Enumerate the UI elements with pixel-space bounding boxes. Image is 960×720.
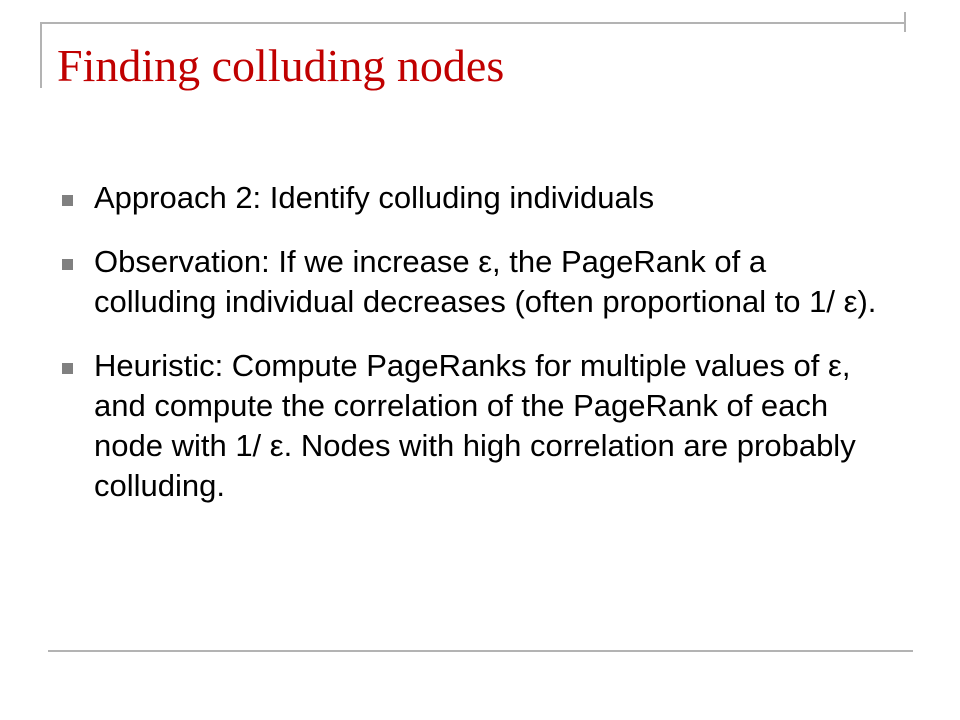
bullet-text: Heuristic: Compute PageRanks for multiple values of ε, and compute the correlation of the PageRank of each node with 1/ ε. Nodes with high correlation are probably colluding. xyxy=(94,348,856,503)
right-tick-mark xyxy=(904,12,906,32)
bullet-item-heuristic xyxy=(60,346,890,506)
square-bullet-icon xyxy=(62,363,73,374)
square-bullet-icon xyxy=(62,195,73,206)
bullet-text: Observation: If we increase ε, the PageRank of a colluding individual decreases (often proportional to 1/ ε). xyxy=(94,244,877,319)
top-divider xyxy=(40,22,905,24)
slide-title: Finding colluding nodes xyxy=(57,40,505,91)
bullet-text: Approach 2: Identify colluding individuals xyxy=(94,180,655,215)
bullet-item-approach xyxy=(60,178,890,218)
bottom-divider xyxy=(48,650,913,652)
bullet-list xyxy=(60,178,890,530)
left-divider xyxy=(40,22,42,88)
square-bullet-icon xyxy=(62,259,73,270)
bullet-item-observation xyxy=(60,242,890,322)
